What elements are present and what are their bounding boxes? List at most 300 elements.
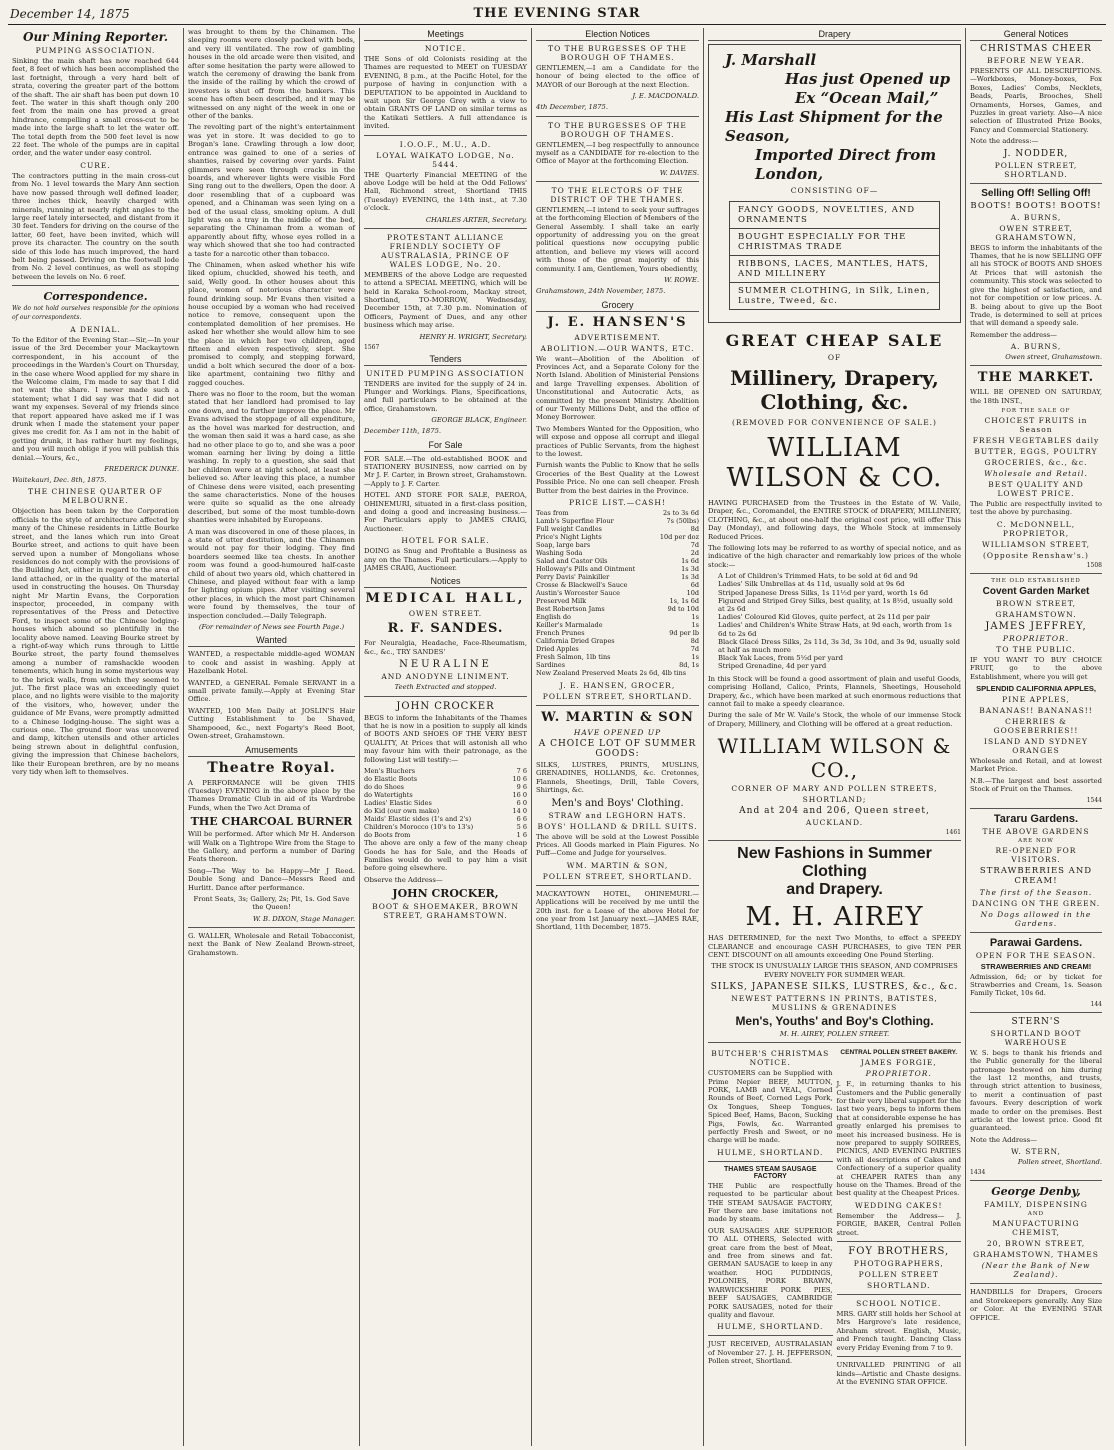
divider bbox=[970, 1012, 1102, 1013]
martin-text: The above will be sold at the Lowest Possible Prices. All Goods marked in Plain Figures. No Puff—Come and Judge for yourselves. bbox=[536, 832, 699, 858]
grocery-text: We want—Abolition of the Abolition of Provinces Act, and a Separate Colony for the North Island. Abolition of Ministerial Pensions and large Travelling expenses. Abolition of Unconstitutional and Autocratic Acts, as committed by the present Ministry. Abolition of our Twenty Millions Debt, and the office of Money Borrower. bbox=[536, 354, 699, 422]
wilson-shortland: SHORTLAND; bbox=[802, 795, 867, 805]
jeffrey-name: JAMES JEFFREY, bbox=[985, 620, 1087, 632]
market-line: FRESH VEGETABLES daily bbox=[972, 435, 1100, 445]
grocery-text: Furnish wants the Public to Know that he sells Groceries of the Best Quality at the Lowest Possible Price. No one can sell cheaper. Fresh Butter from the best dairies in the Province. bbox=[536, 461, 699, 495]
correspondence-heading: Correspondence. bbox=[43, 290, 148, 304]
boot-price-row bbox=[364, 775, 527, 783]
hotel-sale-title: HOTEL FOR SALE. bbox=[401, 536, 490, 546]
wilson-lot-item: Striped Japanese Dress Silks, 1s 11½d per yard, worth 1s 6d bbox=[718, 588, 929, 597]
election-signature: W. ROWE. bbox=[664, 276, 699, 285]
price-item: Best Robertson Jams bbox=[536, 605, 605, 613]
ad-number: 1434 bbox=[970, 1169, 986, 1177]
letter-place-date: Waitekauri, Dec. 8th, 1875. bbox=[12, 476, 107, 485]
sale-ad: FOR SALE.—The old-established BOOK and STATIONERY BUSINESS, now carried on by Mr J. F. Carter, in Brown street, Grahamstown.—Apply to J. F. Carter. bbox=[364, 454, 527, 488]
mining-paragraph: Sinking the main shaft has now reached 644 feet, 8 feet of which has been accomplished the last fortnight, through a very hard belt of strata, covering the greater part of the bottom of the shaft. The air shaft has been put down 10 feet. The water in this shaft though only 200 feet from the main one has proved a great hindrance, compelling a small cross-cut to be made into the large shaft to let the water off. The total depth from the 500 feet level is now 22 feet. The whole of the pumps are in capital order, and the water under easy control. bbox=[12, 57, 179, 158]
divider bbox=[970, 573, 1102, 574]
grocery-price-row bbox=[536, 565, 699, 573]
letter-paragraph: To the Editor of the Evening Star.—Sir,—In your issue of the 3rd December your Mackaytown correspondent, in his account of the proceedings in the Warden's Court on Thursday, in the case where Wood applied for my share in the Welcome claim, I'm made to say that I did not want the share. I never made such a statement; what I did say was that I did not want my expenses. Several of my friends since that report appeared have asked me if I was drunk when I made the statement your paper gives me credit for. As I am not in the habit of getting drunk, it has rather hurt my feelings, and you will much oblige if you will publish this denial.—Yours, &c., bbox=[12, 335, 179, 462]
column-meetings bbox=[360, 28, 532, 1446]
price-item: California Dried Grapes bbox=[536, 637, 615, 645]
price-value: 1s 6d bbox=[681, 557, 699, 565]
burns-name: A. BURNS, bbox=[1010, 342, 1062, 352]
foy-title: FOY BROTHERS, bbox=[848, 1246, 950, 1258]
paper-title: THE EVENING STAR bbox=[473, 6, 641, 21]
wilson-lot-item: Ladies' Silk Umbrellas at 4s 11d, usually sold at 9s 6d bbox=[718, 580, 905, 589]
stern-subtitle: SHORTLAND BOOT WAREHOUSE bbox=[990, 1028, 1082, 1047]
hansen-advert: ADVERTISEMENT. bbox=[574, 332, 661, 342]
price-item: Preserved Milk bbox=[536, 597, 587, 605]
price-item: Ladies' Elastic Sides bbox=[364, 799, 432, 808]
price-value: 10 6 bbox=[512, 775, 527, 784]
jeffrey-to-public: TO THE PUBLIC. bbox=[996, 644, 1076, 654]
market-text: WILL BE OPENED ON SATURDAY, the 18th INST., bbox=[970, 388, 1102, 405]
theatre-signature: W. B. DIXON, Stage Manager. bbox=[252, 914, 355, 923]
amusements-section-header: Amusements bbox=[188, 744, 355, 757]
news-continued-note: (For remainder of News see Fourth Page.) bbox=[198, 623, 345, 632]
martin-boys: BOYS' HOLLAND & DRILL SUITS. bbox=[537, 821, 698, 831]
column-news bbox=[184, 28, 360, 1446]
price-item: Keiller's Marmalade bbox=[536, 621, 603, 629]
burns-text: BEGS to inform the inhabitants of the Thames, that he is now SELLING OFF all his STOCK of BOOTS AND SHOES At Prices that will astonish the community. This stock was selected to give the highest of satisfaction, and not for competition or low prices. A. B. being about to give up the Boot Trade, is determined to sell at prices that will demand a speedy sale. bbox=[970, 243, 1102, 328]
divider bbox=[536, 705, 699, 706]
price-value: 2s to 3s 6d bbox=[663, 509, 699, 517]
tararu-line: The first of the Season. bbox=[979, 887, 1093, 897]
foy-street: POLLEN STREET bbox=[858, 1270, 939, 1280]
wilson-text: The following lots may be referred to as worthy of special notice, and as indicative of the high character and remarkably low prices of the whole stock:— bbox=[708, 544, 961, 569]
crocker-address-label: Observe the Address— bbox=[364, 875, 443, 884]
price-value: 1s 3d bbox=[681, 573, 699, 581]
election-title: TO THE BURGESSES OF THE BOROUGH OF THAMES. bbox=[548, 44, 687, 62]
wilson-queen: And at 204 and 206, Queen street, bbox=[739, 806, 930, 817]
wilson-lot-item: Ladies' and Children's White Straw Hats, at 9d each, worth from 1s 6d to 2s 6d bbox=[718, 621, 952, 638]
stern-name: W. STERN, bbox=[1011, 1147, 1061, 1157]
meeting-notice: THE Sons of old Colonists residing at the Thames are requested to MEET on TUESDAY EVENING, 8 p.m., at the Pacific Hotel, for the purpose of having in conjunction with a DEPUTATION to be appointed in Auckland to wait upon Sir George Grey with a view to obtain GRANTS OF LAND on similar terms as the Katikati Settlers. A full attendance is invited. bbox=[364, 55, 527, 131]
price-value: 9 6 bbox=[516, 783, 527, 792]
boot-price-row bbox=[364, 823, 527, 831]
mining-heading: Our Mining Reporter. bbox=[23, 30, 168, 44]
grocery-price-row bbox=[536, 517, 699, 525]
tararu-line: THE ABOVE GARDENS bbox=[982, 826, 1090, 836]
selling-off-title: Selling Off! Selling Off! bbox=[981, 187, 1091, 199]
martin-goods: SILKS, LUSTRES, PRINTS, MUSLINS, GRENADINES, HOLLANDS, &c. Cretonnes, Flannels, Sheetings, Drill, Table Covers, Shirtings, &c. bbox=[536, 761, 699, 795]
theatre-prices: Front Seats, 3s; Gallery, 2s; Pit, 1s. God Save the Queen! bbox=[193, 894, 350, 912]
price-item: do Elastic Boots bbox=[364, 775, 418, 784]
denby-line: FAMILY, DISPENSING bbox=[984, 1200, 1088, 1210]
meeting-signature: CHARLES ARTER, Secretary. bbox=[425, 215, 527, 224]
lower-ads-left bbox=[708, 1047, 833, 1389]
millinery-title: Millinery, Drapery, Clothing, &c. bbox=[730, 366, 939, 414]
article-paragraph: There was no floor to the room, but the woman stated that her landlord had promised to lay one down, and to further improve the place. Mr Evans advised the stoppage of all expenditure, as the hovel was marked for destruction, and the woman then said it was a hard case, as she had no other place to go to, and she was a poor woman earning her living by doing a little washing. In reply to a question, she said that her children were at night school, at least she believed so. After leaving this place, a number of Chinese dens were visited, each presenting the same characteristics. None of the houses were quite so squalid as the one already described, but some of the most tumble-down shanties were inhabited by Europeans. bbox=[188, 390, 355, 525]
fashions-title: and Drapery. bbox=[786, 881, 883, 899]
wilson-lot-item: Striped Grenadine, 4d per yard bbox=[718, 662, 827, 671]
marshall-line: Has just Opened up bbox=[785, 70, 951, 88]
butcher-text: CUSTOMERS can be Supplied with Prime Nepier BEEF, MUTTON, PORK, LAMB and VEAL, Corned Rounds of Beef, Corned Legs Pork, Ox Tongues, Sheep Tongues, Spiced Beef, Hams, Bacon, Sucking Pigs, Fowls, &c. Warranted perfectly Fresh and Sweet, or no charge will be made. bbox=[708, 1069, 833, 1145]
stern-note: Note the Address— bbox=[970, 1135, 1037, 1144]
price-item: do Watertights bbox=[364, 791, 413, 800]
crocker-name: JOHN CROCKER, bbox=[392, 887, 499, 901]
marshall-ad bbox=[708, 44, 961, 323]
cure-subhead: CURE. bbox=[80, 160, 111, 170]
tobacconist-ad: G. WALLER, Wholesale and Retail Tobacconist, next the Bank of New Zealand Brown-street, Grahamstown. bbox=[188, 931, 355, 957]
boot-price-row bbox=[364, 791, 527, 799]
mining-paragraph: The contractors putting in the main cross-cut from No. 1 level towards the Mary Ann section have now passed through well defined leader, three inches thick, heavily charged with minerals, running at nearly right angles to the large reef lately intersected, and distant from it 30 feet. Tenders for driving on the course of the latter, 60 feet, have been invited, which will prove its character. The country on the south side of this lode has much improved, the hard belt being passed. Driving on the footwall lode from No. 2 level continues, as well as stoping between the levels on No. 6 reef. bbox=[12, 171, 179, 281]
grocery-section-header: Grocery bbox=[536, 299, 699, 312]
nodder-address: POLLEN STREET, SHORTLAND. bbox=[994, 160, 1078, 179]
wanted-ad: WANTED, a GENERAL Female SERVANT in a small private family.—Apply at Evening Star Office. bbox=[188, 678, 355, 704]
ad-number: 144 bbox=[1090, 1000, 1102, 1008]
market-text: The Public are respectfully invited to test the above by purchasing. bbox=[970, 499, 1102, 517]
tararu-line: DANCING ON THE GREEN. bbox=[971, 898, 1101, 908]
martin-subtitle: HAVE OPENED UP bbox=[573, 728, 662, 737]
jeffrey-line: PINE APPLES, bbox=[1002, 694, 1070, 704]
notices-section-header: Notices bbox=[364, 575, 527, 588]
forgie-proprietor: PROPRIETOR. bbox=[865, 1069, 932, 1079]
jeffrey-line: SPLENDID CALIFORNIA APPLES, bbox=[976, 683, 1096, 693]
price-value: 1 6 bbox=[516, 831, 527, 840]
christmas-title: CHRISTMAS CHEER bbox=[980, 44, 1092, 54]
wilson-text: During the sale of Mr W. Vaile's Stock, the whole of our immense Stock of Drapery, Millinery, and Clothing will be offered at a great reduction. bbox=[708, 711, 961, 728]
price-value: 9d per lb bbox=[669, 629, 699, 637]
handbills-ad: HANDBILLS for Drapers, Grocers and Storekeepers generally. Any Size or Color. At the EVENING STAR OFFICE. bbox=[970, 1288, 1102, 1322]
election-date: Grahamstown, 24th November, 1875. bbox=[536, 287, 666, 296]
airey-text: THE STOCK IS UNUSUALLY LARGE THIS SEASON, AND COMPRISES EVERY NOVELTY FOR SUMMER WEAR. bbox=[711, 962, 958, 979]
wedding-cakes: WEDDING CAKES! bbox=[855, 1200, 943, 1210]
abolition-title: ABOLITION.—OUR WANTS, ETC. bbox=[540, 343, 695, 353]
column-election bbox=[532, 28, 704, 1446]
marshall-goods-line: SUMMER CLOTHING, in Silk, Linen, Lustre, Tweed, &c. bbox=[738, 286, 931, 306]
nodder-name: J. NODDER, bbox=[1003, 148, 1069, 159]
forgie-name: JAMES FORGIE, bbox=[860, 1058, 937, 1068]
mcdonnell-street: WILLIAMSON STREET, bbox=[982, 539, 1090, 549]
grocery-price-row bbox=[536, 525, 699, 533]
school-text: MRS. GARY still holds her School at Mrs Hargrove's late residence, Abraham street. English, Music, and French taught. Dancing Class every Friday Evening from 7 to 9. bbox=[836, 1310, 961, 1352]
market-title: THE MARKET. bbox=[977, 370, 1095, 386]
tararu-line: ARE NOW bbox=[1018, 837, 1054, 844]
price-value: 2d bbox=[690, 549, 699, 557]
election-title: TO THE BURGESSES OF THE BOROUGH OF THAMES. bbox=[548, 120, 687, 139]
price-item: New Zealand Preserved Meats 2s 6d, 4lb tins bbox=[536, 669, 687, 677]
price-value: 16 0 bbox=[512, 791, 527, 800]
martin-title: W. MARTIN & SON bbox=[541, 710, 694, 725]
airey-silks: SILKS, JAPANESE SILKS, LUSTRES, &c., &c. bbox=[710, 982, 959, 993]
price-value: 1s bbox=[691, 613, 699, 621]
boot-price-row bbox=[364, 807, 527, 815]
election-section-header: Election Notices bbox=[536, 28, 699, 41]
drapery-section-header: Drapery bbox=[708, 28, 961, 41]
marshall-name: J. Marshall bbox=[725, 51, 817, 69]
grocery-price-row bbox=[536, 629, 699, 637]
anodyne-title: AND ANODYNE LINIMENT. bbox=[381, 672, 510, 682]
airey-patterns: NEWEST PATTERNS IN PRINTS, BATISTES, MUSLINS & GRENADINES bbox=[731, 994, 938, 1013]
boot-price-row bbox=[364, 831, 527, 839]
denby-title: George Denby, bbox=[991, 1185, 1081, 1199]
theatre-text: A PERFORMANCE will be given THIS (Tuesday) EVENING in the above place by the Thames Dramatic Club in aid of its Wardrobe Funds, when the Two Act Drama of bbox=[188, 778, 355, 812]
divider bbox=[708, 1335, 833, 1336]
price-value: 1s bbox=[691, 653, 699, 661]
price-value: 1s bbox=[691, 621, 699, 629]
marshall-line: Ex “Ocean Mail,” bbox=[795, 89, 939, 107]
tender-title: UNITED PUMPING ASSOCIATION bbox=[366, 368, 525, 378]
price-item: Full weight Candles bbox=[536, 525, 602, 533]
price-item: Washing Soda bbox=[536, 549, 583, 557]
grocery-price-row bbox=[536, 637, 699, 645]
price-item: Austin's Worcester Sauce bbox=[536, 589, 620, 597]
pumping-subhead: PUMPING ASSOCIATION. bbox=[35, 46, 156, 55]
divider bbox=[536, 885, 699, 886]
grocery-price-row bbox=[536, 661, 699, 669]
tender-text: TENDERS are invited for the supply of 24 in. Plunger and Workings. Plans, Specifications, and full particulars to be obtained at the office, Grahamstown. bbox=[364, 379, 527, 413]
meeting-notice: MEMBERS of the above Lodge are requested to attend a SPECIAL MEETING, which will be held in Karaka School-room, Mackay street, Shortland, TO-MORROW, Wednesday, December 15th, at 7.30 p.m. Nomination of Officers, Payment of Dues, and any other business which may arise. bbox=[364, 270, 527, 330]
boot-price-row bbox=[364, 815, 527, 823]
grocery-price-row bbox=[536, 605, 699, 613]
lodge-order: I.O.O.F., M.U., A.D. bbox=[399, 139, 492, 149]
article-paragraph: Objection has been taken by the Corporation officials to the style of architecture affected by many of the Chinese residents in Little Bourke street, and the lanes which run into Great Bourke street, and actions to quit have been served upon a number of Mongolians whose residences do not comply with the provisions of the Building Act, either in regard to the area of land attached, or in the quality of the material used in constructing the houses. On Thursday night Mr Martin Evans, the Corporation inspector, proceeded, in company with representatives of the Press and Detective Ford, to inspect some of the Chinese lodging-houses which abound so plentifully in the locality above named. Leaving Bourke street by a right-of-way which runs through to Little Bourke street, the party found themselves among a number of ramshackle wooden tenements, which hung in some mysterious way to the brick walls, from which they seemed to jut. The first place was an exceedingly quiet place, and no lights were visible to the majority of the visitors, who, however, under the guidance of Mr Evans, were promptly admitted to a Chinese lodging-house. The sight was a curious one. The ground floor was uncovered and damp, kitchen utensils and other articles being strewn about in delightful confusion, giving the impression that Chinese bachelors, like their European brethren, are by no means very tidy when left to themselves. bbox=[12, 507, 179, 777]
column-mining bbox=[8, 28, 184, 1446]
covent-old: THE OLD ESTABLISHED bbox=[991, 577, 1081, 584]
meetings-section-header: Meetings bbox=[364, 28, 527, 41]
grocery-price-row bbox=[536, 589, 699, 597]
article-paragraph: A man was discovered in one of these places, in a state of utter destitution, and the Chinamen would not pay for their lodging. They find boarders seemed like tea chests. In another room was found a good-humoured half-caste child of about two years old, which chattered in Chinese, and played without fear with a lamp for lighting opium pipes. After visiting several other places, in which the most part Chinamen were found by themselves, the tour of inspection concluded.—Daily Telegraph. bbox=[188, 527, 355, 620]
grocery-price-row bbox=[536, 597, 699, 605]
wilson-name: WILLIAM WILSON & CO., bbox=[717, 734, 952, 783]
burns-address: Owen street, Grahamstown. bbox=[1005, 353, 1102, 362]
price-value: 8d bbox=[690, 637, 699, 645]
notice-title: NOTICE. bbox=[424, 44, 467, 53]
grocery-price-row bbox=[536, 549, 699, 557]
divider bbox=[837, 1356, 962, 1357]
price-item: Fresh Salmon, 1lb tins bbox=[536, 653, 611, 661]
martin-heading: A CHOICE LOT OF SUMMER GOODS: bbox=[538, 739, 697, 759]
meeting-signature: HENRY H. WRIGHT, Secretary. bbox=[419, 332, 527, 341]
lower-ads-right bbox=[837, 1047, 962, 1389]
correspondence-note: We do not hold ourselves responsible for the opinions of our correspondents. bbox=[12, 305, 179, 321]
marshall-goods-line: BOUGHT ESPECIALLY FOR THE CHRISTMAS TRADE bbox=[730, 229, 939, 256]
parawai-text: Admission, 6d; or by ticket for Strawberries and Cream, 1s. Season Family Ticket, 10s 6d. bbox=[970, 972, 1102, 998]
price-value: 6d bbox=[690, 581, 699, 589]
divider bbox=[970, 932, 1102, 933]
crocker-text: The above are only a few of the many cheap Goods he has for Sale, and the Heads of Families would do well to pay him a visit before going elsewhere. bbox=[364, 839, 527, 873]
denial-subhead: A DENIAL. bbox=[70, 324, 121, 334]
grocery-price-row bbox=[536, 669, 699, 677]
grocery-price-row bbox=[536, 533, 699, 541]
for-sale-section-header: For Sale bbox=[364, 439, 527, 452]
lodge-name: LOYAL WAIKATO LODGE, No. 5444. bbox=[376, 150, 515, 169]
boot-price-row bbox=[364, 783, 527, 791]
jeffrey-text: N.B.—The largest and best assorted Stock of Fruit on the Thames. bbox=[970, 776, 1102, 794]
airey-address: M. H. AIREY, POLLEN STREET. bbox=[779, 1030, 890, 1039]
price-item: Soap, large bars bbox=[536, 541, 591, 549]
divider bbox=[536, 181, 699, 182]
airey-clothing: Men's, Youths' and Boy's Clothing. bbox=[735, 1014, 934, 1029]
divider bbox=[364, 696, 527, 697]
sausage-text: THE Public are respectfully requested to be particular about THE STEAM SAUSAGE FACTORY, For there are base imitations not made by steam. bbox=[708, 1181, 833, 1224]
stern-address: Pollen street, Shortland. bbox=[1017, 1158, 1102, 1167]
price-value: 14 0 bbox=[512, 807, 527, 816]
theatre-text: Will be performed. After which Mr H. Anderson will Walk on a Tightrope Wire from the Stage to the Gallery, and perform a number of Daring Feats thereon. bbox=[188, 830, 355, 864]
denby-line: AND bbox=[1027, 1211, 1045, 1218]
just-received-ad: JUST RECEIVED, AUSTRALASIAN of November 27. J. H. JEFFERSON, Pollen street, Shortland. bbox=[708, 1340, 833, 1366]
tararu-line: STRAWBERRIES AND CREAM! bbox=[979, 865, 1093, 886]
column-general-notices bbox=[966, 28, 1106, 1446]
sale-ad: DOING as Snug and Profitable a Business as any on the Thames. Full particulars.—Apply to JAMES CRAIG, Auctioneer. bbox=[364, 547, 527, 573]
denby-line: 20, BROWN STREET, bbox=[986, 1239, 1086, 1249]
foy-town: SHORTLAND. bbox=[867, 1281, 931, 1291]
play-title: THE CHARCOAL BURNER bbox=[190, 815, 353, 829]
marshall-line: His Last Shipment for the Season, bbox=[725, 108, 943, 145]
price-item: Perry Davis' Painkiller bbox=[536, 573, 610, 581]
ad-number: 1544 bbox=[1086, 796, 1102, 804]
price-item: Maids' Elastic sides (1's and 2's) bbox=[364, 815, 472, 824]
price-value: 9d to 10d bbox=[667, 605, 699, 613]
price-item: Crosse & Blackwell's Sauce bbox=[536, 581, 628, 589]
jeffrey-text: IF YOU WANT TO BUY CHOICE FRUIT, go to the above Establishment, where you will get bbox=[970, 655, 1102, 681]
bakery-text: Remember the Address— J. FORGIE, BAKER, Central Pollen street. bbox=[836, 1211, 961, 1237]
sale-ad: HOTEL AND STORE FOR SALE, PAEROA, OHINEMURI, situated in a first-class position, and doing a good and increasing business.—For Particulars apply to JAMES CRAIG, Auctioneer. bbox=[364, 491, 527, 533]
grocery-price-row bbox=[536, 613, 699, 621]
tararu-title: Tararu Gardens. bbox=[993, 812, 1079, 825]
price-value: 7d bbox=[690, 541, 699, 549]
hansen-title: J. E. HANSEN'S bbox=[547, 314, 688, 330]
divider bbox=[188, 927, 355, 928]
divider bbox=[708, 1161, 833, 1162]
tenders-section-header: Tenders bbox=[364, 353, 527, 366]
market-line: Wholesale and Retail. bbox=[984, 468, 1088, 478]
price-item: Children's Morocco (10's to 13's) bbox=[364, 823, 474, 832]
price-value: 8d, 1s bbox=[679, 661, 699, 669]
price-item: do Kid (our own make) bbox=[364, 807, 440, 816]
grocery-text: Two Members Wanted for the Opposition, who will expose and oppose all corrupt and illegal practices of Public Servants, from the highest to the lowest. bbox=[536, 424, 699, 458]
column-drapery bbox=[704, 28, 966, 1446]
lower-ads bbox=[708, 1047, 961, 1389]
covent-street: BROWN STREET, bbox=[996, 598, 1076, 608]
stern-text: W. S. begs to thank his friends and the Public generally for the liberal patronage bestowed on him during the last 12 months, and trusts, through strict attention to business, to merit a continuation of past favours. Every description of work made to order on the premises. Best article at the lowest price. Good fit guaranteed. bbox=[970, 1048, 1102, 1133]
wilson-lot-item: Figured and Striped Grey Silks, best quality, at 1s 8½d, usually sold at 2s 6d bbox=[718, 596, 953, 614]
election-text: GENTLEMEN,—I am a Candidate for the honour of being elected to the office of MAYOR of our Borough at the next Election. bbox=[536, 64, 699, 89]
parawai-line: OPEN FOR THE SEASON. bbox=[975, 950, 1097, 960]
wilson-title: WILLIAM WILSON & CO. bbox=[726, 433, 943, 493]
price-item: Dried Apples bbox=[536, 645, 579, 653]
boot-price-row bbox=[364, 767, 527, 775]
price-value: 7 6 bbox=[516, 767, 527, 776]
denby-line: (Near the Bank of New Zealand). bbox=[981, 1261, 1091, 1280]
medical-hall-title: MEDICAL HALL, bbox=[365, 591, 526, 607]
marshall-goods-list bbox=[729, 201, 940, 310]
article-paragraph: was brought to them by the Chinamen. The sleeping rooms were closely packed with beds, and very ill ventilated. The row of gambling houses in the old arcade were then visited, and after some hesitation the party were allowed to watch the ceremony of drawing the bank from the inside of the railing by which the crowd of investors is shut off from the bankers. This scene has often been described, and it may be witnessed on any night of the week in one or other of the banks. bbox=[188, 28, 355, 121]
divider bbox=[536, 116, 699, 117]
market-line: BUTTER, EGGS, POULTRY bbox=[974, 446, 1098, 456]
sausage-text: OUR SAUSAGES ARE SUPERIOR TO ALL OTHERS, Selected with great care from the best of Meat, and free from sinews and fat. GERMAN SAUSAGE to keep in any weather. HOG PUDDINGS, POLONIES, PORK BRAWN, WARWICKSHIRE PORK PIES, BEEF SAUSAGES, CAMBRIDGE PORK SAUSAGES, noted for their quality and flavour. bbox=[708, 1226, 833, 1319]
consisting-label: CONSISTING OF— bbox=[790, 186, 879, 195]
market-line: CHOICEST FRUITS in Season bbox=[984, 415, 1088, 434]
divider bbox=[970, 183, 1102, 184]
christmas-note: Note the address:— bbox=[970, 137, 1039, 146]
article-paragraph: The Chinamen, when asked whether his wife liked opium, chuckled, showed his teeth, and said, Welly good. In other houses about this place, women of notorious character were found drinking soup. Mr Evans then visited a house occupied by a woman who had received notice to remove, consequent upon the contemplated demolition of her premises. He asked her whether she would allow him to see the place in which her two children, aged fifteen and eleven respectively, slept. She promised to comply, and stepping forward, undid a bolt which secured the door of a box-like apartment, containing two filthy and ragged couches. bbox=[188, 260, 355, 387]
grocery-price-row bbox=[536, 653, 699, 661]
price-item: do Boots from bbox=[364, 831, 411, 840]
marshall-goods-line: FANCY GOODS, NOVELTIES, AND ORNAMENTS bbox=[730, 202, 939, 229]
marshall-line: Imported Direct from London, bbox=[755, 146, 937, 183]
hansen-name: J. E. HANSEN, GROCER, bbox=[559, 681, 676, 690]
price-value: 10d bbox=[686, 589, 699, 597]
bakery-text: J. F., in returning thanks to his Customers and the Public generally for their very liberal support for the last two years, begs to inform them that at considerable expense he has greatly enlarged his premises to meet his increased business. He is now prepared to supply SOIREES, PICNICS, AND EVENING PARTIES with all descriptions of Cakes and Confectionery of a superior quality at CHEAPER RATES than any house on the Thames. Bread of the best quality at the Cheapest Prices. bbox=[836, 1080, 961, 1198]
hulme-name: HULME, SHORTLAND. bbox=[717, 1322, 824, 1332]
christmas-text: PRESENTS OF ALL DESCRIPTIONS.—Workboxes, Money-boxes, Fox Boxes, Ladies' Combs, Necklets, Beads, Pearls, Brooches, Shell Ornaments, Horses, Games, and Puzzles in great variety. Also—A nice selection of Illustrated Prize Books, Fancy and Commercial Stationery. bbox=[970, 67, 1102, 134]
tender-date: December 11th, 1875. bbox=[364, 427, 442, 436]
price-item: Holloway's Pills and Ointment bbox=[536, 565, 636, 573]
market-for-sale: FOR THE SALE OF bbox=[1001, 407, 1071, 414]
burns-name: A. BURNS, bbox=[1010, 212, 1062, 222]
ad-number: 1567 bbox=[364, 343, 380, 351]
martin-address: POLLEN STREET, SHORTLAND. bbox=[542, 871, 693, 881]
medical-hall-street: OWEN STREET. bbox=[408, 609, 483, 619]
covent-title: Covent Garden Market bbox=[982, 585, 1090, 597]
divider bbox=[364, 228, 527, 229]
grocery-price-row bbox=[536, 541, 699, 549]
crocker-title: JOHN CROCKER bbox=[396, 700, 495, 712]
divider bbox=[970, 365, 1102, 366]
price-value: 10d per doz bbox=[659, 533, 699, 541]
general-notices-section-header: General Notices bbox=[970, 28, 1102, 41]
article-paragraph: The revolting part of the night's entertainment was yet in store. It was decided to go to Brogan's lane. Crawling through a low door, entrance was gained to one of a series of shanties, raised by covering over yards. Faint glimmers were seen through cracks in the boards, and wherever lights were visible Ford Sing rang out to the dwellers, Open the door. A door resembling that of a cupboard was opened, and a Chinaman was seen lying on a bed of the usual class, smoking opium. A dull light was on a tray in the middle of the bed, separating the Chinaman from a woman of apparently about fifty, whose eyes rolled in a way which showed that she too had contracted a taste for a narcotic other than tobacco. bbox=[188, 123, 355, 258]
wilson-auckland: AUCKLAND. bbox=[805, 818, 864, 828]
hansen-address: POLLEN STREET, SHORTLAND. bbox=[542, 692, 693, 701]
divider bbox=[970, 1283, 1102, 1284]
wanted-ad: WANTED, 100 Men Daily at JOSLIN'S Hair Cutting Establishment to be Shaved, Shampooed, &c., next Fogarty's Reed Boot, Owen-street, Grahamstown. bbox=[188, 706, 355, 741]
airey-title: M. H. AIREY bbox=[745, 902, 924, 933]
election-text: GENTLEMEN,—I intend to seek your suffrages at the forthcoming Election of Members of the General Assembly. I shall take an early opportunity of addressing you on the great political questions now occupying public attention, and believe my views will accord with those of the great majority of this community. I am, Gentlemen, Yours obediently, bbox=[536, 205, 699, 273]
jeffrey-text: Wholesale and Retail, and at lowest Market Price. bbox=[970, 756, 1102, 774]
grocery-price-row bbox=[536, 557, 699, 565]
price-item: Salad and Castor Oils bbox=[536, 557, 608, 565]
stern-title: STERN'S bbox=[1011, 1016, 1061, 1027]
denby-line: MANUFACTURING CHEMIST, bbox=[992, 1219, 1080, 1238]
mackaytown-ad: MACKAYTOWN HOTEL, OHINEMURI.—Applications will be received by me until the 20th inst. for a Lease of the above Hotel for one year from 1st January next.—JAMES RAE, Shortland, 11th December, 1875. bbox=[536, 889, 699, 932]
price-item: do do Shoes bbox=[364, 783, 405, 792]
divider bbox=[970, 808, 1102, 809]
grocery-price-row bbox=[536, 573, 699, 581]
tararu-line: RE-OPENED FOR VISITORS. bbox=[995, 845, 1077, 864]
martin-mens: Men's and Boys' Clothing. bbox=[551, 797, 684, 809]
wilson-text: In this Stock will be found a good assortment of plain and useful Goods, comprising Holland, Calico, Prints, Flannels, Sheetings, Household Drapery, &c., which have been marked at such enormous reductions that cannot fail to make a speedy clearance. bbox=[708, 674, 961, 708]
price-item: French Prunes bbox=[536, 629, 585, 637]
theatre-text: Song—The Way to be Happy—Mr J Reed. Double Song and Dance—Messrs Reed and Hurlitt. Dance after performance. bbox=[188, 866, 355, 892]
grocery-price-row bbox=[536, 509, 699, 517]
election-signature: J. E. MACDONALD. bbox=[632, 92, 699, 101]
society-name: PROTESTANT ALLIANCE FRIENDLY SOCIETY OF AUSTRALASIA, PRINCE OF WALES LODGE, No. 20. bbox=[381, 232, 510, 269]
marshall-goods-line: RIBBONS, LACES, MANTLES, HATS, AND MILLINERY bbox=[730, 256, 939, 283]
masthead bbox=[8, 4, 1106, 25]
covent-town: GRAHAMSTOWN. bbox=[995, 609, 1077, 619]
fashions-title: New Fashions in Summer Clothing bbox=[737, 845, 932, 881]
election-date: 4th December, 1875. bbox=[536, 103, 608, 112]
tender-signature: GEORGE BLACK, Engineer. bbox=[431, 416, 527, 425]
burns-address: OWEN STREET, GRAHAMSTOWN, bbox=[995, 223, 1077, 242]
bakery-title: CENTRAL POLLEN STREET BAKERY. bbox=[840, 1049, 958, 1057]
divider bbox=[837, 1241, 962, 1242]
price-item: Men's Bluchers bbox=[364, 767, 416, 776]
teeth-note: Teeth Extracted and stopped. bbox=[394, 683, 497, 692]
grocery-price-row bbox=[536, 581, 699, 589]
mcdonnell-name: C. McDONNELL, PROPRIETOR, bbox=[996, 519, 1076, 538]
parawai-title: Parawai Gardens. bbox=[989, 936, 1083, 949]
price-item: Sardines bbox=[536, 661, 566, 669]
great-sale-title: GREAT CHEAP SALE bbox=[725, 331, 944, 350]
wilson-lot-item: Black Glacé Dress Silks, 2s 11d, 3s 3d, 3s 10d, and 3s 9d, usually sold at half as much more bbox=[718, 637, 960, 655]
martin-name: WM. MARTIN & SON, bbox=[566, 860, 669, 870]
printing-ad: UNRIVALLED PRINTING of all kinds—Artistic and Chaste designs. At the EVENING STAR OFFICE. bbox=[836, 1361, 961, 1386]
price-value: 7s (50lbs) bbox=[666, 517, 699, 525]
